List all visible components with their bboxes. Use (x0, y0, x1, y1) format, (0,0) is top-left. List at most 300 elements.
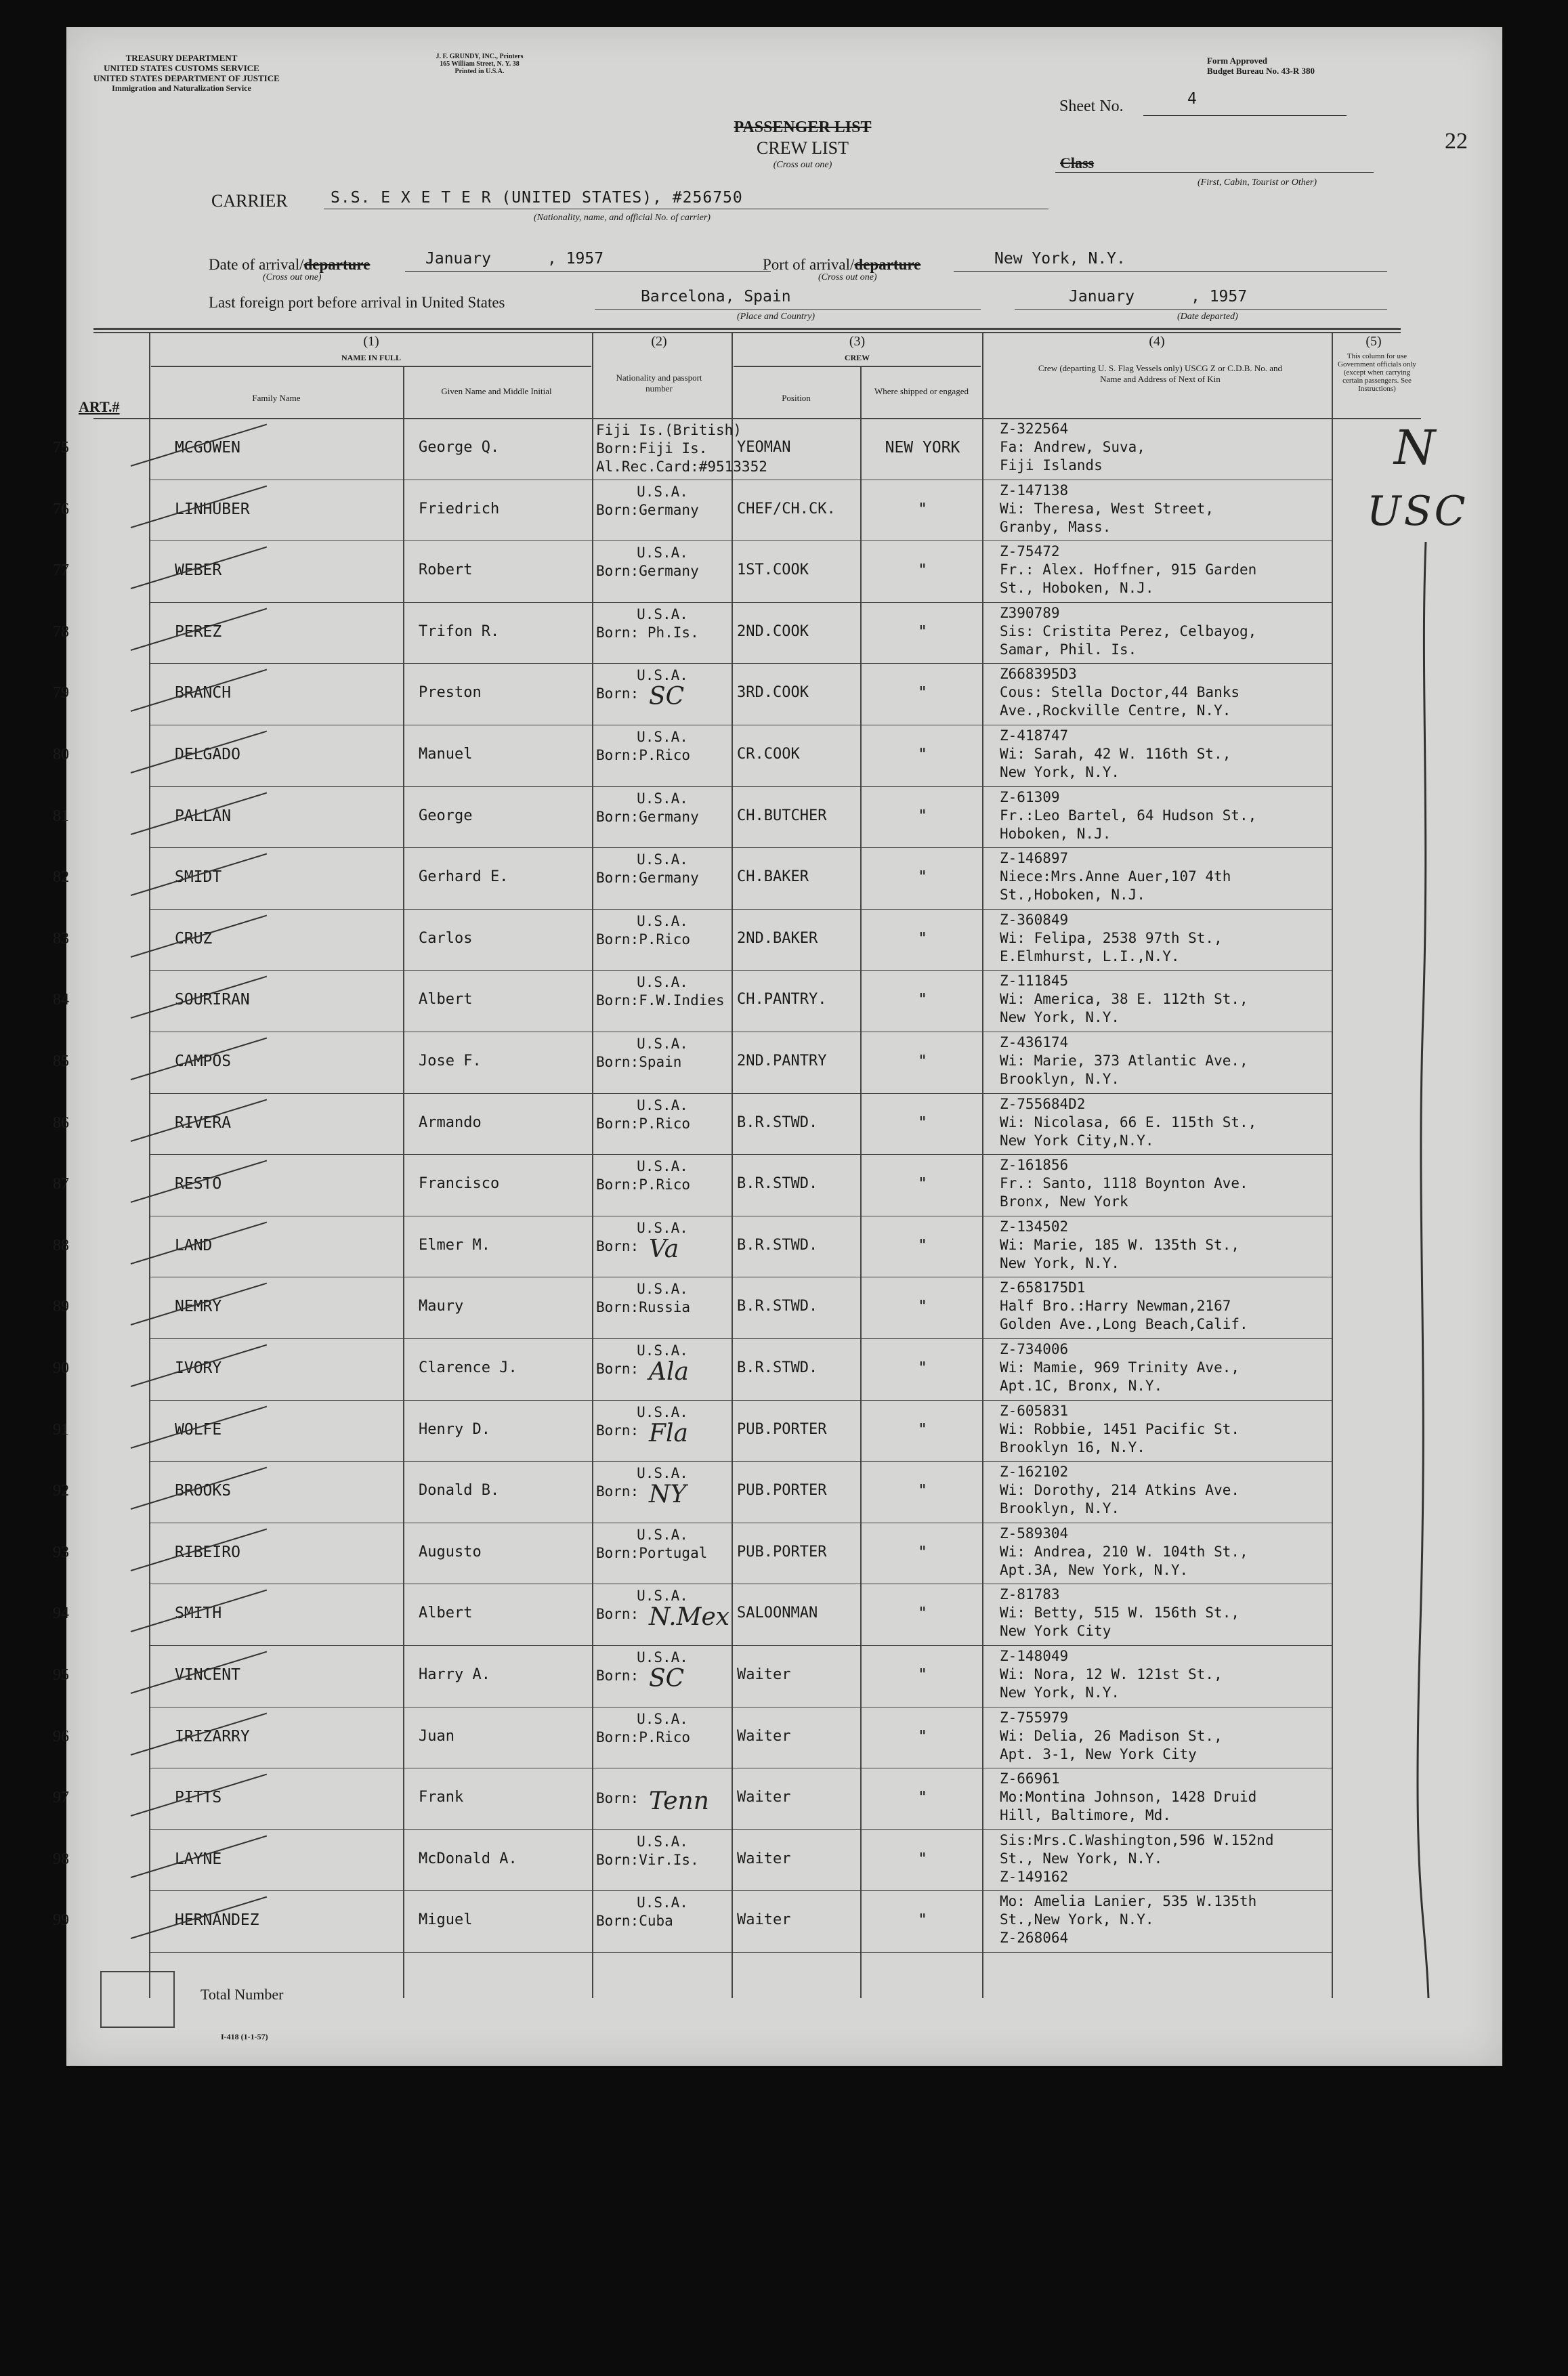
row-nat1: U.S.A. (637, 851, 688, 868)
row-art: 98 (53, 1850, 69, 1868)
row-nat2: Born:P.Rico (596, 1176, 691, 1193)
row-nat3: SC (649, 1665, 685, 1693)
row-position: B.R.STWD. (737, 1175, 818, 1193)
document-page (53, 27, 1502, 2066)
row-kin2: Wi: Sarah, 42 W. 116th St., (1000, 746, 1231, 762)
row-given: Preston (419, 684, 482, 702)
row-kin3: Samar, Phil. Is. (1000, 641, 1137, 658)
row-nat2: Born:P.Rico (596, 1728, 691, 1745)
row-family: LAYNE (175, 1850, 222, 1868)
form-approved (1207, 56, 1315, 76)
row-nat1: U.S.A. (637, 1894, 688, 1911)
row-where: " (918, 1113, 927, 1132)
printer-line: J. F. GRUNDY, INC., Printers (436, 53, 524, 60)
cross-out-caption-2: (Cross out one) (818, 272, 877, 282)
carrier-caption: (Nationality, name, and official No. of carrier) (534, 213, 711, 223)
class-underline (1055, 172, 1374, 173)
row-family: SMITH (175, 1605, 222, 1623)
row-family: HERNANDEZ (175, 1911, 259, 1930)
row-nat2: Born: (596, 1606, 639, 1623)
row-nat1: U.S.A. (637, 1526, 688, 1543)
row-given: Gerhard E. (419, 868, 509, 886)
row-kin1: Z390789 (1000, 604, 1060, 621)
table-row (53, 1461, 1421, 1523)
last-port-underline (595, 309, 981, 310)
row-kin2: Wi: Andrea, 210 W. 104th St., (1000, 1543, 1248, 1560)
table-row (53, 1338, 1421, 1400)
table-top-rule (93, 328, 1401, 330)
table-row (53, 909, 1421, 971)
row-kin2: Fa: Andrew, Suva, (1000, 439, 1145, 455)
row-position: CHEF/CH.CK. (737, 500, 836, 517)
row-position: B.R.STWD. (737, 1298, 818, 1315)
row-art: 93 (53, 1543, 69, 1561)
row-kin2: Cous: Stella Doctor,44 Banks (1000, 684, 1240, 701)
agency-line: Immigration and Naturalization Service (112, 83, 251, 93)
table-row (53, 725, 1421, 786)
row-where: " (918, 622, 927, 641)
row-kin3: St.,Hoboken, N.J. (1000, 887, 1145, 904)
row-kin1: Z-81783 (1000, 1586, 1060, 1603)
row-kin1: Z-605831 (1000, 1402, 1069, 1419)
title-caption: (Cross out one) (773, 160, 832, 170)
col1-header-rule (151, 366, 591, 367)
form-number: I-418 (1-1-57) (221, 2032, 268, 2041)
row-given: Juan (419, 1727, 454, 1745)
row-where: " (918, 1727, 927, 1745)
col3-header-rule (734, 366, 981, 367)
row-kin2: Wi: Marie, 185 W. 135th St., (1000, 1236, 1240, 1253)
row-position: Waiter (737, 1911, 791, 1929)
row-family: RESTO (175, 1175, 222, 1193)
row-position: PUB.PORTER (737, 1482, 827, 1500)
table-row (53, 1707, 1421, 1768)
row-kin3: New York City (1000, 1623, 1111, 1640)
row-nat2: Born:Cuba (596, 1913, 673, 1930)
row-position: CH.PANTRY. (737, 991, 827, 1009)
table-row (53, 1584, 1421, 1645)
row-kin2: Mo:Montina Johnson, 1428 Druid (1000, 1789, 1257, 1806)
table-row (53, 970, 1421, 1032)
row-kin2: St.,New York, N.Y. (1000, 1911, 1154, 1928)
row-kin1: Z-755684D2 (1000, 1095, 1086, 1112)
row-kin3: Fiji Islands (1000, 457, 1103, 473)
row-nat1: U.S.A. (637, 1219, 688, 1236)
row-kin3: Brooklyn, N.Y. (1000, 1500, 1120, 1517)
printer-line: 165 William Street, N. Y. 38 (440, 60, 520, 68)
row-where: " (918, 1789, 927, 1807)
row-kin2: Wi: Delia, 26 Madison St., (1000, 1727, 1223, 1744)
arrival-date-value: January , 1957 (425, 250, 604, 268)
col5-title: This column for use Government officials only (except when carrying certain passengers. See Instructions) (1338, 352, 1416, 393)
port-label-text: Port of arrival/ (763, 256, 855, 273)
row-position: CR.COOK (737, 746, 800, 763)
row-position: PUB.PORTER (737, 1420, 827, 1438)
sheet-number: 4 (1187, 90, 1197, 108)
row-position: Waiter (737, 1850, 791, 1867)
row-nat2: Born:Fiji Is. (596, 440, 708, 457)
row-nat1: U.S.A. (637, 545, 688, 561)
table-row (53, 1216, 1421, 1277)
art-label: ART.# (79, 398, 120, 415)
row-kin3: New York, N.Y. (1000, 764, 1120, 780)
row-position: CH.BUTCHER (737, 807, 827, 824)
row-kin1: Z-66961 (1000, 1770, 1060, 1787)
row-kin3: Hoboken, N.J. (1000, 825, 1111, 842)
last-port-value: Barcelona, Spain (641, 288, 791, 305)
row-art: 75 (53, 439, 69, 457)
table-row (53, 1277, 1421, 1338)
table-top-rule-2 (93, 332, 1401, 333)
row-art: 88 (53, 1236, 69, 1254)
row-nat2: Born:Portugal (596, 1544, 708, 1561)
col3-title: CREW (844, 353, 870, 362)
port-struck: departure (854, 256, 921, 273)
row-art: 92 (53, 1482, 69, 1500)
row-given: Augusto (419, 1543, 482, 1561)
row-where: " (918, 929, 927, 948)
row-where: " (918, 684, 927, 702)
row-art: 82 (53, 868, 69, 887)
row-kin1: Mo: Amelia Lanier, 535 W.135th (1000, 1893, 1257, 1910)
row-kin2: Wi: Felipa, 2538 97th St., (1000, 929, 1223, 946)
row-kin1: Z-436174 (1000, 1034, 1069, 1051)
row-family: LINHUBER (175, 500, 250, 518)
row-family: RIBEIRO (175, 1543, 240, 1561)
row-kin3: Granby, Mass. (1000, 518, 1111, 535)
row-where: " (918, 1298, 927, 1316)
row-family: IVORY (175, 1359, 222, 1377)
arrival-date-label (209, 256, 370, 274)
row-nat1: U.S.A. (637, 1403, 688, 1420)
row-rule (149, 1952, 1332, 1953)
row-where: " (918, 991, 927, 1009)
row-where: NEW YORK (885, 439, 960, 457)
table-row (53, 1154, 1421, 1216)
row-position: SALOONMAN (737, 1605, 818, 1622)
row-position: B.R.STWD. (737, 1236, 818, 1254)
row-where: " (918, 868, 927, 887)
row-where: " (918, 1543, 927, 1561)
row-kin2: Wi: Nora, 12 W. 121st St., (1000, 1666, 1223, 1682)
last-port-caption: (Place and Country) (737, 312, 815, 322)
row-position: Waiter (737, 1666, 791, 1683)
port-value: New York, N.Y. (994, 250, 1126, 268)
row-kin2: Wi: Marie, 373 Atlantic Ave., (1000, 1053, 1248, 1069)
row-given: Albert (419, 991, 473, 1009)
row-nat2: Born:Russia (596, 1299, 691, 1316)
row-art: 79 (53, 684, 69, 702)
row-given: George (419, 807, 473, 824)
row-given: Elmer M. (419, 1236, 490, 1254)
col3-where-head: Where shipped or engaged (874, 386, 969, 396)
row-kin3: Z-149162 (1000, 1868, 1069, 1885)
row-art: 80 (53, 746, 69, 763)
row-kin2: Fr.: Alex. Hoffner, 915 Garden (1000, 561, 1257, 578)
form-approved-line: Form Approved (1207, 56, 1267, 66)
col1-given-head: Given Name and Middle Initial (441, 386, 552, 396)
row-nat1: U.S.A. (637, 1588, 688, 1605)
col5-ditto-line (1411, 542, 1438, 2005)
row-where: " (918, 561, 927, 580)
row-nat3: N.Mex (649, 1603, 730, 1632)
row-where: " (918, 1911, 927, 1930)
row-nat2: Born:F.W.Indies (596, 992, 725, 1009)
row-kin1: Z-146897 (1000, 850, 1069, 867)
row-nat1: U.S.A. (637, 974, 688, 991)
row-kin3: Apt.3A, New York, N.Y. (1000, 1561, 1189, 1578)
row-where: " (918, 746, 927, 763)
total-number-label: Total Number (200, 1986, 284, 2003)
row-where: " (918, 1666, 927, 1684)
row-family: CRUZ (175, 929, 213, 948)
row-where: " (918, 1850, 927, 1868)
row-given: Henry D. (419, 1420, 490, 1438)
row-kin1: Z-161856 (1000, 1157, 1069, 1174)
row-given: Robert (419, 561, 473, 579)
printer-block (425, 53, 534, 75)
printer-line: Printed in U.S.A. (454, 68, 505, 75)
table-row (53, 847, 1421, 909)
row-family: BROOKS (175, 1482, 232, 1500)
row-kin3: Brooklyn 16, N.Y. (1000, 1439, 1145, 1456)
row-family: CAMPOS (175, 1053, 232, 1070)
row-nat3: NY (649, 1481, 687, 1509)
row-where: " (918, 1359, 927, 1377)
row-given: Harry A. (419, 1666, 490, 1683)
row-nat1: U.S.A. (637, 606, 688, 622)
row-kin2: Wi: Nicolasa, 66 E. 115th St., (1000, 1113, 1257, 1130)
row-art: 77 (53, 561, 69, 580)
row-art: 85 (53, 1053, 69, 1070)
table-row (53, 602, 1421, 664)
row-family: RIVERA (175, 1113, 232, 1132)
row-nat1: U.S.A. (637, 1158, 688, 1175)
row-given: Trifon R. (419, 622, 500, 640)
row-family: WEBER (175, 561, 222, 580)
row-nat2: Born: (596, 1361, 639, 1377)
row-art: 81 (53, 807, 69, 825)
row-given: Jose F. (419, 1053, 482, 1069)
row-kin2: Wi: America, 38 E. 112th St., (1000, 991, 1248, 1008)
row-family: IRIZARRY (175, 1727, 250, 1745)
table-row (53, 786, 1421, 848)
row-position: 2ND.COOK (737, 622, 809, 640)
row-position: PUB.PORTER (737, 1543, 827, 1561)
row-nat2: Born:P.Rico (596, 747, 691, 763)
row-kin1: Z-322564 (1000, 421, 1069, 437)
row-family: DELGADO (175, 746, 240, 763)
table-row (53, 1768, 1421, 1829)
sheet-label: Sheet No. (1059, 98, 1124, 115)
row-kin2: Wi: Dorothy, 214 Atkins Ave. (1000, 1482, 1240, 1499)
row-kin1: Z-162102 (1000, 1464, 1069, 1481)
row-where: " (918, 500, 927, 518)
row-given: Donald B. (419, 1482, 500, 1500)
row-position: Waiter (737, 1727, 791, 1745)
row-given: Frank (419, 1789, 464, 1806)
row-kin3: St., Hoboken, N.J. (1000, 580, 1154, 597)
table-row (53, 1890, 1421, 1952)
row-position: 3RD.COOK (737, 684, 809, 702)
row-kin3: Brooklyn, N.Y. (1000, 1071, 1120, 1087)
row-kin2: Fr.:Leo Bartel, 64 Hudson St., (1000, 807, 1257, 824)
row-art: 94 (53, 1605, 69, 1623)
row-kin1: Z-75472 (1000, 543, 1060, 560)
date-departed-underline (1015, 309, 1387, 310)
row-family: PITTS (175, 1789, 222, 1807)
row-kin3: Ave.,Rockville Centre, N.Y. (1000, 702, 1231, 719)
row-given: Maury (419, 1298, 464, 1315)
row-given: Armando (419, 1113, 482, 1131)
sheet-underline (1143, 115, 1347, 116)
row-given: Clarence J. (419, 1359, 517, 1376)
row-nat3: Fla (649, 1419, 688, 1447)
row-kin3: New York, N.Y. (1000, 1254, 1120, 1271)
row-given: Carlos (419, 929, 473, 947)
row-nat2: Born: (596, 685, 639, 702)
row-kin1: Z-61309 (1000, 788, 1060, 805)
col1-number: (1) (363, 334, 379, 349)
row-position: B.R.STWD. (737, 1113, 818, 1131)
row-family: PEREZ (175, 622, 222, 641)
row-nat3: SC (649, 683, 685, 711)
row-kin1: Z-147138 (1000, 482, 1069, 498)
agency-block (93, 53, 280, 93)
row-nat1: U.S.A. (637, 790, 688, 807)
row-nat1: U.S.A. (637, 1097, 688, 1113)
cross-out-caption-1: (Cross out one) (263, 272, 322, 282)
row-art: 83 (53, 929, 69, 948)
row-nat2: Born:Germany (596, 501, 699, 518)
row-given: McDonald A. (419, 1850, 517, 1867)
row-nat2: Born: (596, 1668, 639, 1684)
col5-number: (5) (1365, 334, 1382, 349)
row-position: Waiter (737, 1789, 791, 1806)
row-kin1: Z-589304 (1000, 1525, 1069, 1542)
row-nat2: Born:P.Rico (596, 931, 691, 948)
row-family: LAND (175, 1236, 213, 1254)
class-caption: (First, Cabin, Tourist or Other) (1198, 177, 1317, 188)
row-art: 76 (53, 500, 69, 518)
row-kin1: Z-111845 (1000, 973, 1069, 990)
row-art: 90 (53, 1359, 69, 1377)
row-family: SOURIRAN (175, 991, 250, 1009)
row-kin3: New York, N.Y. (1000, 1009, 1120, 1026)
row-kin3: New York City,N.Y. (1000, 1132, 1154, 1149)
row-where: " (918, 1053, 927, 1070)
row-kin2: Wi: Mamie, 969 Trinity Ave., (1000, 1359, 1240, 1376)
row-kin3: Apt. 3-1, New York City (1000, 1745, 1197, 1762)
row-given: Francisco (419, 1175, 500, 1193)
total-number-box (100, 1971, 175, 2028)
title-struck: PASSENGER LIST (734, 119, 872, 136)
row-nat3: Al.Rec.Card:#9513352 (596, 459, 767, 475)
row-nat1: U.S.A. (637, 1342, 688, 1359)
row-nat3: Tenn (649, 1787, 709, 1816)
table-row (53, 540, 1421, 602)
row-position: CH.BAKER (737, 868, 809, 886)
row-given: Miguel (419, 1911, 473, 1929)
row-art: 96 (53, 1727, 69, 1745)
row-nat1: U.S.A. (637, 912, 688, 929)
row-kin1: Z-658175D1 (1000, 1279, 1086, 1296)
row-kin2: Wi: Robbie, 1451 Pacific St. (1000, 1420, 1240, 1437)
col3-position-head: Position (782, 393, 811, 403)
table-row (53, 418, 1421, 480)
row-nat1: U.S.A. (637, 483, 688, 500)
row-kin2: St., New York, N.Y. (1000, 1850, 1163, 1867)
table-row (53, 1093, 1421, 1155)
row-where: " (918, 1420, 927, 1439)
arrival-date-struck: departure (303, 256, 370, 273)
row-nat1: U.S.A. (637, 1036, 688, 1052)
row-kin3: Apt.1C, Bronx, N.Y. (1000, 1378, 1163, 1394)
last-port-label: Last foreign port before arrival in United States (209, 294, 505, 311)
row-kin3: E.Elmhurst, L.I.,N.Y. (1000, 948, 1180, 964)
row-family: BRANCH (175, 684, 232, 702)
row-nat2: Born: Ph.Is. (596, 624, 699, 641)
row-given: Albert (419, 1605, 473, 1622)
row-position: B.R.STWD. (737, 1359, 818, 1376)
row-family: PALLAN (175, 807, 232, 825)
row-kin1: Sis:Mrs.C.Washington,596 W.152nd (1000, 1831, 1274, 1848)
col2-title: Nationality and passport number (616, 373, 702, 394)
row-family: NEMRY (175, 1298, 222, 1316)
row-kin2: Niece:Mrs.Anne Auer,107 4th (1000, 868, 1231, 885)
row-nat2: Born: (596, 1790, 639, 1807)
row-nat2: Born:P.Rico (596, 1115, 691, 1132)
row-where: " (918, 1482, 927, 1500)
row-family: WOLFE (175, 1420, 222, 1439)
table-row (53, 480, 1421, 541)
arrival-date-label-text: Date of arrival/ (209, 256, 304, 273)
col5-annotation-2: USC (1367, 488, 1468, 535)
row-kin1: Z-734006 (1000, 1341, 1069, 1357)
table-row (53, 1400, 1421, 1462)
carrier-label: CARRIER (211, 191, 288, 211)
row-nat2: Born:Germany (596, 808, 699, 825)
row-nat1: U.S.A. (637, 729, 688, 745)
class-struck: Class (1060, 154, 1095, 171)
row-kin2: Wi: Betty, 515 W. 156th St., (1000, 1605, 1240, 1621)
row-kin2: Half Bro.:Harry Newman,2167 (1000, 1298, 1231, 1315)
agency-line: UNITED STATES CUSTOMS SERVICE (104, 63, 259, 73)
row-given: Friedrich (419, 500, 500, 517)
row-kin1: Z-148049 (1000, 1648, 1069, 1664)
col2-number: (2) (651, 334, 667, 349)
row-kin3: New York, N.Y. (1000, 1684, 1120, 1701)
row-art: 84 (53, 991, 69, 1009)
row-family: SMIDT (175, 868, 222, 887)
col5-annotation-1: N (1394, 420, 1436, 475)
row-nat2: Born:Germany (596, 563, 699, 580)
row-position: 1ST.COOK (737, 561, 809, 579)
table-row (53, 1645, 1421, 1707)
row-nat1: Fiji Is.(British) (596, 422, 742, 438)
port-underline (954, 271, 1387, 272)
row-nat2: Born:Vir.Is. (596, 1851, 699, 1868)
row-nat1: U.S.A. (637, 1833, 688, 1850)
row-where: " (918, 807, 927, 825)
row-art: 95 (53, 1666, 69, 1684)
row-nat1: U.S.A. (637, 1281, 688, 1298)
row-position: YEOMAN (737, 439, 791, 456)
row-kin3: Golden Ave.,Long Beach,Calif. (1000, 1316, 1248, 1333)
row-kin2: Fr.: Santo, 1118 Boynton Ave. (1000, 1175, 1248, 1192)
row-nat2: Born: (596, 1237, 639, 1254)
col4-number: (4) (1149, 334, 1165, 349)
